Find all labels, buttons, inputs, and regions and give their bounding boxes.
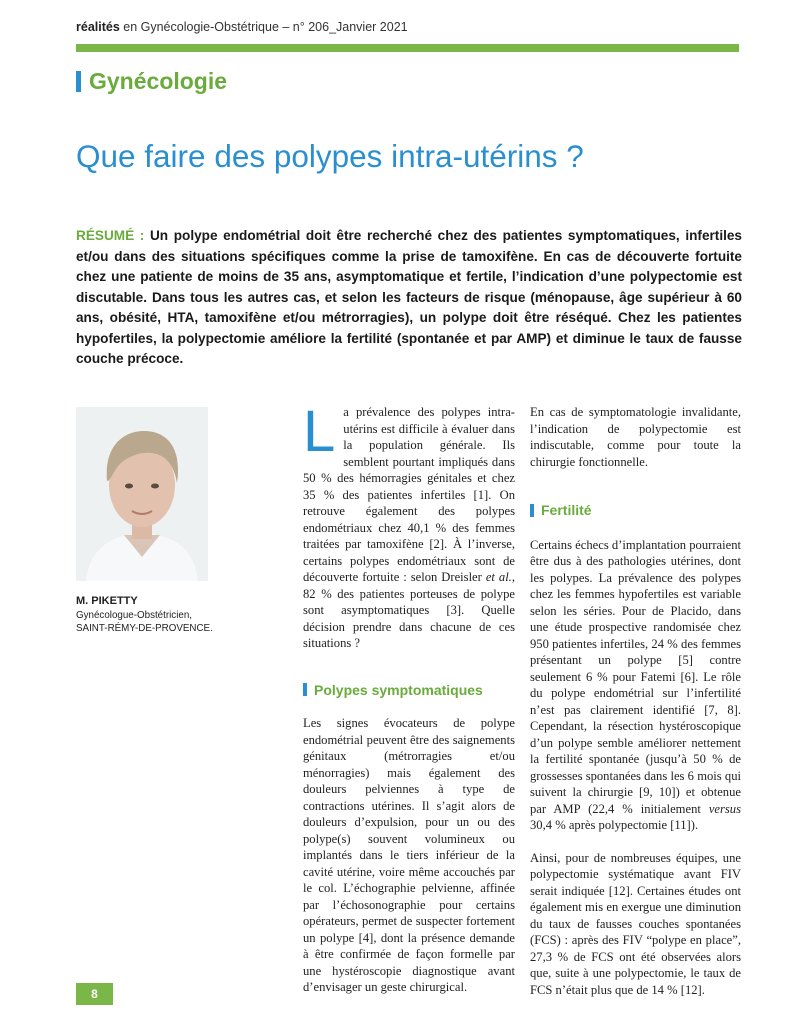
author-photo [76, 407, 208, 581]
journal-issue: en Gynécologie-Obstétrique – n° 206_Janvier 2021 [119, 20, 408, 34]
column-1 [303, 399, 515, 996]
page-number: 8 [76, 983, 113, 1005]
surgery-paragraph: En cas de symptomatologie invalidante, l’indication de polypectomie est indiscutable, comme pour toute la chirurgie fonctionnelle. [530, 405, 741, 469]
drop-cap: L [303, 399, 336, 464]
symptoms-paragraph: Les signes évocateurs de polype endométrial peuvent être des saignements génitaux (métrorragies et/ou ménorragies) mais également des douleurs pelviennes à type de contractions utérines. Il s’agit alors de douleurs d’expulsion, pour un ou des polype(s) souvent volumineux ou implantés dans le tiers inférieur de la cavité utérine, voire même accouchés par le col. L’échographie pelvienne, affinée par l’échosonographie pour certains opérateurs, permet de suspecter fortement un polype [4], dont la présence demande à être confirmée de façon formelle par une hystéroscopie diagnostique avant d’envisager un geste chirurgical. [303, 716, 515, 994]
column-2 [530, 404, 741, 998]
abstract-label: RÉSUMÉ : [76, 228, 145, 243]
author-name: M. PIKETTY [76, 595, 138, 607]
section-title: Gynécologie [89, 68, 228, 94]
author-affiliation [76, 610, 256, 635]
subhead-marker [303, 683, 307, 696]
subhead-fertilite [530, 502, 741, 519]
author-city: SAINT-RÉMY-DE-PROVENCE. [76, 622, 213, 634]
intro-paragraph [303, 399, 515, 652]
fiv-paragraph: Ainsi, pour de nombreuses équipes, une polypectomie systématique avant FIV serait indiquée [12]. Certaines études ont également mis en exergue une diminution du taux de fausses couches spontanées (FCS) : après des FIV “polype en place”, 27,3 % de FCS ont été observées alors que, suite à une polypectomie, le taux de FCS n’était plus que de 14 % [12]. [530, 850, 741, 997]
abstract [76, 226, 742, 370]
section-marker [76, 71, 81, 92]
subhead-text: Fertilité [541, 502, 592, 518]
subhead-polypes-symptomatiques [303, 682, 515, 699]
fertility-text-end: 30,4 % après polypectomie [11]). [530, 818, 699, 832]
fertility-italic: versus [708, 801, 741, 816]
section-label [76, 68, 227, 95]
running-header [76, 20, 408, 34]
subhead-marker [530, 504, 534, 517]
subhead-text: Polypes symptomatiques [314, 681, 483, 698]
intro-text: a prévalence des polypes intra-utérins est difficile à évaluer dans la population générale. Ils semblent pourtant impliqués dans 50 % des hémorragies génitales et chez 35 % des patientes infertiles [1]. On retrouve également des polypes endométriaux chez 40,1 % des femmes traitées par tamoxifène [2]. À l’inverse, certains polypes endométriaux sont de découverte fortuite : selon Dreisler [303, 405, 515, 584]
intro-text-end: , 82 % des patientes porteuses de polype sont asymptomatiques [3]. Quelle décision prendre dans chacune de ces situations ? [303, 570, 515, 650]
article-title: Que faire des polypes intra-utérins ? [76, 138, 584, 174]
abstract-text: Un polype endométrial doit être recherché chez des patientes symptomatiques, infertiles et/ou dans des situations spécifiques comme la prise de tamoxifène. En cas de découverte fortuite chez une patiente de moins de 35 ans, asymptomatique et fertile, l’indication d’une polypectomie est discutable. Dans tous les autres cas, et selon les facteurs de risque (ménopause, âge supérieur à 60 ans, obésité, HTA, tamoxifène et/ou métrorragies), un polype doit être réséqué. Chez les patientes hypofertiles, la polypectomie améliore la fertilité (spontanée et par AMP) et diminue le taux de fausse couche précoce. [76, 228, 742, 366]
fertility-text: Certains échecs d’implantation pourraient être dus à des pathologies utérines, dont les polypes. La prévalence des polypes chez les femmes hypofertiles est variable selon les séries. Pour de Placido, dans une étude prospective randomisée chez 950 patientes infertiles, 24 % des femmes présentant un polype [5] contre seulement 6 % pour Fatemi [6]. Le rôle du polype endométrial sur l’infertilité n’est pas clairement identifié [7, 8]. Cependant, la résection hystéroscopique d’un polype semble améliorer nettement la fertilité spontanée (jusqu’à 50 % de grossesses spontanées dans les 6 mois qui suivent la chirurgie [9, 10]) et obtenue par AMP (22,4 % initialement [530, 537, 741, 816]
journal-name: réalités [76, 20, 120, 34]
author-specialty: Gynécologue-Obstétricien, [76, 610, 192, 621]
intro-italic: et al. [485, 570, 512, 584]
fertility-paragraph [530, 537, 741, 834]
header-rule [76, 44, 739, 52]
